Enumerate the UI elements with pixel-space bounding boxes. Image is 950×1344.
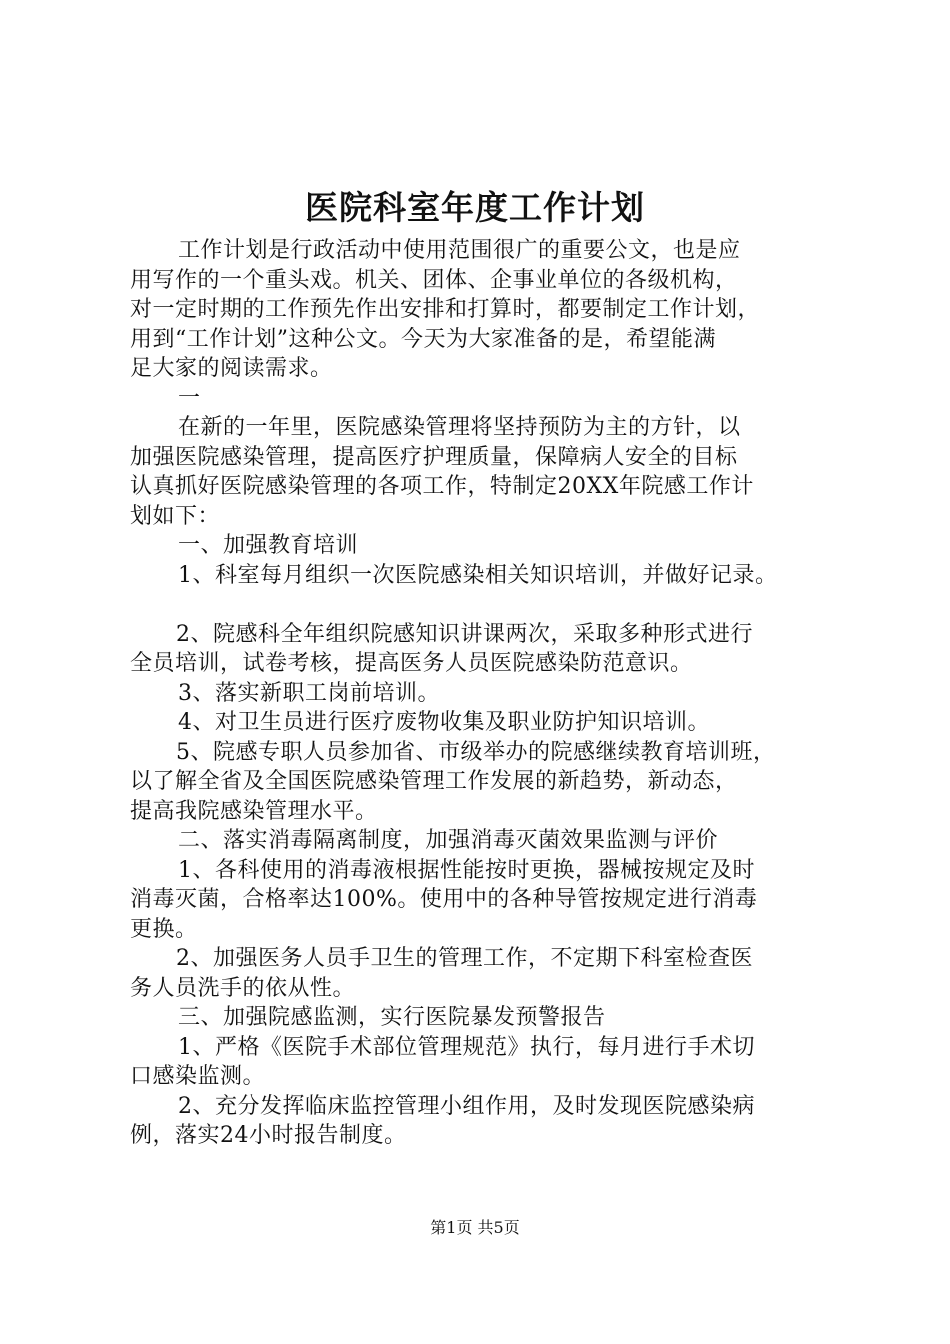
- paragraph-line: 提高我院感染管理水平。: [130, 798, 378, 824]
- document-body: [130, 236, 838, 1151]
- list-item: 2、加强医务人员手卫生的管理工作，不定期下科室检查医: [176, 946, 753, 971]
- paragraph-line: 口感染监测。: [130, 1064, 266, 1089]
- list-item: 2、充分发挥临床监控管理小组作用，及时发现医院感染病: [178, 1093, 755, 1119]
- paragraph-line: 用到“工作计划”这种公文。今天为大家准备的是，希望能满: [130, 326, 716, 352]
- list-item: 1、严格《医院手术部位管理规范》执行，每月进行手术切: [178, 1034, 755, 1060]
- paragraph-line: 在新的一年里，医院感染管理将坚持预防为主的方针，以: [178, 415, 741, 440]
- paragraph-line: 足大家的阅读需求。: [130, 356, 333, 381]
- list-item: 5、院感专职人员参加省、市级举办的院感继续教育培训班，: [176, 739, 776, 765]
- paragraph-line: 务人员洗手的依从性。: [130, 975, 356, 1001]
- list-item: 4、对卫生员进行医疗废物收集及职业防护知识培训。: [178, 710, 710, 735]
- section-heading: 一、加强教育培训: [178, 533, 359, 558]
- paragraph-line: 加强医院感染管理，提高医疗护理质量，保障病人安全的目标: [130, 444, 738, 470]
- section-heading: 三、加强院感监测，实行医院暴发预警报告: [178, 1005, 606, 1030]
- list-item: 3、落实新职工岗前培训。: [178, 680, 440, 706]
- paragraph-line: 全员培训，试卷考核，提高医务人员医院感染防范意识。: [130, 651, 693, 676]
- paragraph-line: 消毒灭菌，合格率达100%。使用中的各种导管按规定进行消毒: [130, 887, 758, 912]
- paragraph-line: 工作计划是行政活动中使用范围很广的重要公文，也是应: [178, 238, 741, 263]
- paragraph-line: 以了解全省及全国医院感染管理工作发展的新趋势，新动态，: [130, 769, 738, 794]
- document-title: 医院科室年度工作计划: [305, 188, 645, 227]
- list-item: 2、院感科全年组织院感知识讲课两次，采取多种形式进行: [176, 621, 753, 647]
- section-marker: 一: [178, 385, 201, 411]
- paragraph-line: 认真抓好医院感染管理的各项工作，特制定20XX年院感工作计: [130, 474, 754, 499]
- paragraph-line: 例，落实24小时报告制度。: [130, 1123, 407, 1148]
- paragraph-line: 用写作的一个重头戏。机关、团体、企事业单位的各级机构，: [130, 267, 738, 293]
- section-heading: 二、落实消毒隔离制度，加强消毒灭菌效果监测与评价: [178, 828, 719, 853]
- page-footer: 第1页 共5页: [430, 1218, 520, 1237]
- paragraph-line: 划如下：: [130, 503, 221, 529]
- list-item: 1、科室每月组织一次医院感染相关知识培训，并做好记录。: [178, 562, 778, 588]
- paragraph-line: 对一定时期的工作预先作出安排和打算时，都要制定工作计划，: [130, 297, 761, 322]
- list-item: 1、各科使用的消毒液根据性能按时更换，器械按规定及时: [178, 857, 755, 883]
- paragraph-line: 更换。: [130, 916, 198, 942]
- blank-line: [130, 590, 838, 620]
